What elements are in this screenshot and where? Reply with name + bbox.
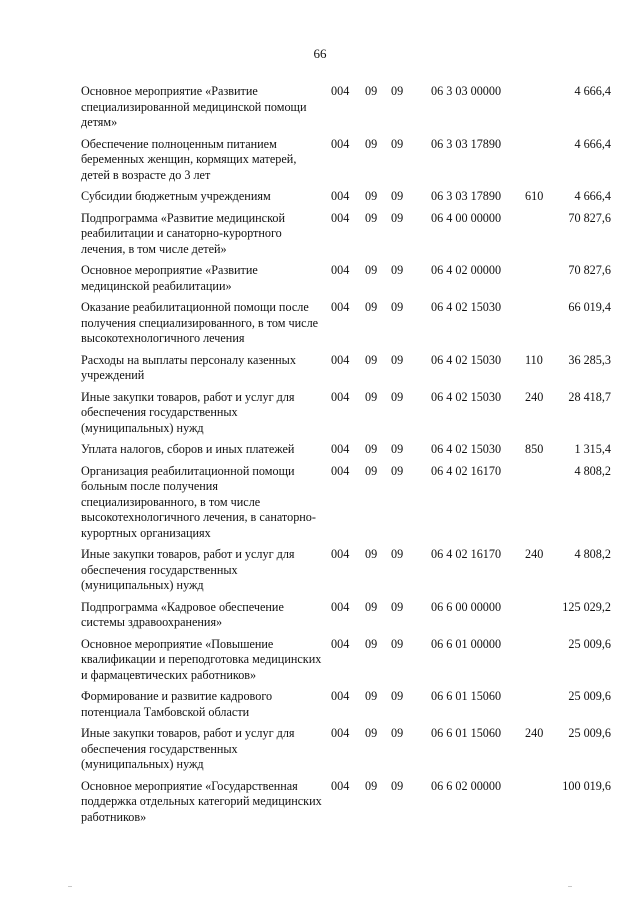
section-code: 09 [365, 636, 378, 651]
expense-name: Субсидии бюджетным учреждениям [81, 189, 271, 203]
subsection-code: 09 [391, 210, 404, 225]
section-code: 09 [365, 210, 378, 225]
table-row [81, 442, 611, 458]
expense-name: Подпрограмма «Развитие медицинской реабилитации и санаторно-курортного лечения, в том числе детей» [81, 210, 286, 256]
expense-type-code: 240 [525, 726, 544, 740]
amount: 125 029,2 [562, 599, 611, 614]
section-code: 09 [365, 726, 378, 740]
subsection-code: 09 [391, 189, 404, 203]
subsection-code: 09 [391, 442, 404, 456]
table-row [81, 189, 611, 205]
target-article-code: 06 6 01 00000 [431, 636, 502, 651]
expense-name: Иные закупки товаров, работ и услуг для обеспечения государственных (муниципальных) нужд [81, 726, 295, 771]
section-code: 09 [365, 389, 378, 404]
target-article-code: 06 6 01 15060 [431, 689, 502, 703]
subsection-code: 09 [391, 389, 404, 404]
amount: 36 285,3 [568, 352, 611, 367]
target-article-code: 06 4 02 00000 [431, 263, 502, 277]
amount: 25 009,6 [568, 636, 611, 651]
department-code: 004 [331, 210, 350, 225]
section-code: 09 [365, 463, 378, 478]
subsection-code: 09 [391, 778, 404, 793]
department-code: 004 [331, 547, 350, 561]
table-row [81, 547, 611, 594]
budget-table [81, 84, 611, 831]
table-row [81, 84, 611, 131]
subsection-code: 09 [391, 463, 404, 478]
table-row [81, 300, 611, 347]
table-row [81, 600, 611, 631]
table-row [81, 353, 611, 384]
department-code: 004 [331, 189, 350, 203]
section-code: 09 [365, 263, 378, 277]
expense-type-code: 240 [525, 389, 544, 404]
section-code: 09 [365, 547, 378, 561]
section-code: 09 [365, 778, 378, 793]
expense-name: Иные закупки товаров, работ и услуг для обеспечения государственных (муниципальных) нужд [81, 389, 295, 435]
table-row [81, 464, 611, 542]
department-code: 004 [331, 352, 350, 367]
page-number: 66 [313, 46, 327, 61]
department-code: 004 [331, 599, 350, 614]
amount: 4 808,2 [574, 547, 611, 561]
expense-name: Оказание реабилитационной помощи после получения специализированного, в том числе высокотехнологичного лечения [81, 300, 319, 345]
subsection-code: 09 [391, 689, 404, 703]
department-code: 004 [331, 300, 350, 314]
target-article-code: 06 4 02 15030 [431, 352, 502, 367]
table-row [81, 137, 611, 184]
table-row [81, 263, 611, 294]
subsection-code: 09 [391, 636, 404, 651]
amount: 4 808,2 [574, 463, 611, 478]
department-code: 004 [331, 442, 350, 456]
subsection-code: 09 [391, 547, 404, 561]
scan-mark [568, 886, 572, 887]
target-article-code: 06 6 01 15060 [431, 726, 502, 740]
expense-name: Обеспечение полноценным питанием беременных женщин, кормящих матерей, детей в возрасте до 3 лет [81, 136, 297, 182]
department-code: 004 [331, 136, 350, 151]
target-article-code: 06 4 02 15030 [431, 442, 502, 456]
target-article-code: 06 4 02 15030 [431, 300, 502, 314]
amount: 25 009,6 [568, 689, 611, 703]
section-code: 09 [365, 352, 378, 367]
amount: 1 315,4 [574, 442, 611, 456]
department-code: 004 [331, 389, 350, 404]
table-row [81, 390, 611, 437]
table-row [81, 689, 611, 720]
amount: 28 418,7 [568, 389, 611, 404]
scan-mark [68, 886, 72, 887]
amount: 70 827,6 [568, 210, 611, 225]
department-code: 004 [331, 463, 350, 478]
section-code: 09 [365, 84, 378, 98]
expense-type-code: 610 [525, 189, 544, 203]
department-code: 004 [331, 84, 350, 98]
department-code: 004 [331, 778, 350, 793]
subsection-code: 09 [391, 599, 404, 614]
expense-name: Основное мероприятие «Государственная поддержка отдельных категорий медицинских работников» [81, 778, 322, 824]
expense-name: Основное мероприятие «Повышение квалификации и переподготовка медицинских и фармацевтических работников» [81, 636, 322, 682]
amount: 100 019,6 [562, 778, 611, 793]
expense-name: Организация реабилитационной помощи больным после получения специализированного, в том числе высокотехнологичного лечения, в санаторно-курортных организациях [81, 463, 316, 540]
expense-name: Основное мероприятие «Развитие медицинской реабилитации» [81, 263, 258, 293]
section-code: 09 [365, 300, 378, 314]
subsection-code: 09 [391, 352, 404, 367]
subsection-code: 09 [391, 136, 404, 151]
table-row [81, 726, 611, 773]
target-article-code: 06 3 03 17890 [431, 189, 502, 203]
expense-type-code: 240 [525, 547, 544, 561]
target-article-code: 06 4 02 15030 [431, 389, 502, 404]
subsection-code: 09 [391, 263, 404, 277]
department-code: 004 [331, 263, 350, 277]
expense-name: Расходы на выплаты персоналу казенных учреждений [81, 352, 296, 382]
expense-name: Основное мероприятие «Развитие специализированной медицинской помощи детям» [81, 84, 307, 129]
section-code: 09 [365, 189, 378, 203]
subsection-code: 09 [391, 84, 404, 98]
table-row [81, 637, 611, 684]
amount: 66 019,4 [568, 300, 611, 314]
expense-name: Формирование и развитие кадрового потенциала Тамбовской области [81, 689, 273, 719]
target-article-code: 06 4 02 16170 [431, 463, 502, 478]
amount: 25 009,6 [568, 726, 611, 740]
target-article-code: 06 6 00 00000 [431, 599, 502, 614]
section-code: 09 [365, 442, 378, 456]
section-code: 09 [365, 689, 378, 703]
target-article-code: 06 3 03 17890 [431, 136, 502, 151]
target-article-code: 06 4 00 00000 [431, 210, 502, 225]
department-code: 004 [331, 689, 350, 703]
expense-type-code: 110 [525, 352, 543, 367]
section-code: 09 [365, 136, 378, 151]
section-code: 09 [365, 599, 378, 614]
expense-name: Подпрограмма «Кадровое обеспечение системы здравоохранения» [81, 599, 284, 629]
target-article-code: 06 4 02 16170 [431, 547, 502, 561]
subsection-code: 09 [391, 300, 404, 314]
table-row [81, 211, 611, 258]
amount: 4 666,4 [574, 189, 611, 203]
expense-name: Уплата налогов, сборов и иных платежей [81, 442, 295, 456]
expense-type-code: 850 [525, 442, 544, 456]
department-code: 004 [331, 636, 350, 651]
expense-name: Иные закупки товаров, работ и услуг для обеспечения государственных (муниципальных) нужд [81, 547, 295, 592]
subsection-code: 09 [391, 726, 404, 740]
amount: 4 666,4 [574, 84, 611, 98]
table-row [81, 779, 611, 826]
target-article-code: 06 6 02 00000 [431, 778, 502, 793]
amount: 4 666,4 [574, 136, 611, 151]
amount: 70 827,6 [568, 263, 611, 277]
target-article-code: 06 3 03 00000 [431, 84, 502, 98]
department-code: 004 [331, 726, 350, 740]
